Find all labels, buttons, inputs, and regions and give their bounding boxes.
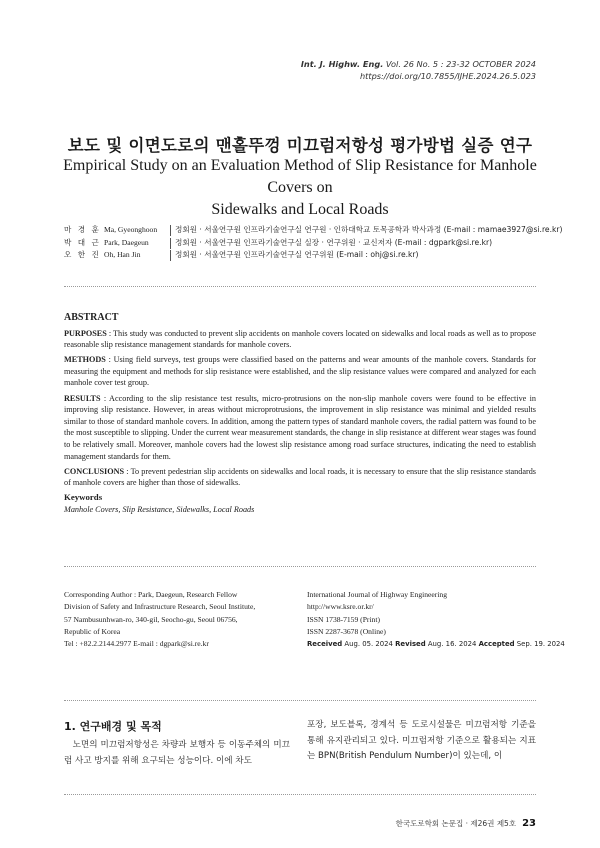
author-affiliation: 정회원 · 서울연구원 인프라기술연구실 실장 · 연구위원 · 교신저자 (E-mail : dgpark@si.re.kr)	[175, 237, 493, 247]
author-divider	[170, 225, 171, 236]
corr-line: Republic of Korea	[64, 626, 121, 636]
keywords-text: Manhole Covers, Slip Resistance, Sidewalks, Local Roads	[64, 504, 255, 514]
abstract-results	[64, 393, 536, 463]
author-divider	[170, 250, 171, 261]
separator-line	[64, 700, 536, 701]
article-dates	[307, 638, 565, 650]
author-row	[64, 237, 544, 250]
revised-label: Revised	[395, 640, 426, 649]
author-list	[64, 224, 563, 262]
results-label: RESULTS	[64, 393, 101, 403]
author-english-name: Park, Daegeun	[104, 237, 149, 247]
received-label: Received	[307, 640, 343, 649]
corr-line: Division of Safety and Infrastructure Research, Seoul Institute,	[64, 602, 256, 612]
conclusions-text: : To prevent pedestrian slip accidents on sidewalks and local roads, it is necessary to ensure that the slip resistance standards of manhole covers are higher than those of sidewalks.	[64, 466, 536, 488]
author-row	[64, 224, 563, 237]
author-divider	[170, 238, 171, 249]
journal-name: International Journal of Highway Engineering	[307, 590, 448, 599]
revised-date: Aug. 16. 2024	[425, 640, 479, 649]
purposes-label: PURPOSES	[64, 328, 107, 338]
author-affiliation: 정회원 · 서울연구원 인프라기술연구실 연구원 · 인하대학교 토목공학과 박사과정 (E-mail : mamae3927@si.re.kr)	[175, 225, 563, 234]
journal-header	[301, 58, 536, 82]
separator-line	[64, 566, 536, 567]
author-english-name: Ma, Gyeonghoon	[104, 225, 158, 234]
author-korean-name: 오 한 진	[64, 250, 101, 259]
author-affiliation: 정회원 · 서울연구원 인프라기술연구실 연구위원 (E-mail : ohj@si.re.kr)	[175, 250, 419, 259]
accepted-date: Sep. 19. 2024	[514, 640, 565, 649]
abstract-section	[64, 312, 536, 516]
issn-print: ISSN 1738-7159 (Print)	[307, 614, 380, 624]
abstract-methods	[64, 354, 536, 389]
author-korean-name: 박 대 근	[64, 237, 101, 247]
corr-contact: Tel : +82.2.2144.2977 E-mail : dgpark@si.re.kr	[64, 639, 209, 649]
section-title: 1. 연구배경 및 목적	[64, 720, 162, 733]
footer-journal: 한국도로학회 논문집 · 제26권 제5호	[395, 819, 517, 828]
results-text: : According to the slip resistance test results, micro-protrusions on the non-slip manhole covers were found to be effective in improving slip resistance. However, in areas without microprotrusions, the improvement in slip resistance was minimal and yielded results similar to those of standard manhole covers. In addition, among the pattern types of standard manhole covers, the radial pattern was found to be the most susceptible to slipping. Under the current wear measurement standards, the change in slip resistance at different wear stages was found to be relatively small. Moreover, manhole covers had the lowest slip resistance among road surface structures, indicating the need to establish management standards for them.	[64, 393, 536, 461]
body-paragraph: 포장, 보도블록, 경계석 등 도로시설물은 미끄럼저항 기준을 통해 유지관리되고 있다. 미끄럼저항 기준으로 활용되는 지표는 BPN(British Pendulum Number)이 있는데, 이	[307, 720, 536, 761]
purposes-text: : This study was conducted to prevent slip accidents on manhole covers located on sidewalks and local roads as well as to propose reasonable slip resistance management standards for manhole covers.	[64, 328, 536, 350]
english-title	[40, 155, 560, 221]
body-left-column	[64, 738, 290, 769]
methods-text: : Using field surveys, test groups were classified based on the patterns and wear amounts of the manhole covers. Standards for measuring the equipment and methods for slip resistance were established, and the slip resistance values were compared and analyzed for each manhole cover test group.	[64, 355, 536, 388]
author-korean-name: 마 경 훈	[64, 225, 101, 234]
body-right-column	[307, 718, 536, 765]
keywords-heading: Keywords	[64, 492, 103, 503]
separator-line	[64, 286, 536, 287]
abstract-conclusions	[64, 466, 536, 489]
conclusions-label: CONCLUSIONS	[64, 466, 125, 476]
page-number: 23	[522, 818, 536, 829]
accepted-label: Accepted	[478, 640, 515, 649]
corresponding-author	[64, 589, 284, 650]
corr-line: 57 Nambusunhwan-ro, 340-gil, Seocho-gu, Seoul 06756,	[64, 614, 238, 624]
received-date: Aug. 05. 2024	[342, 640, 396, 649]
journal-url[interactable]: http://www.ksre.or.kr/	[307, 602, 374, 612]
abstract-purposes	[64, 328, 536, 351]
corr-line: Corresponding Author : Park, Daegeun, Research Fellow	[64, 590, 238, 599]
footer-separator	[64, 794, 536, 795]
publication-info	[307, 589, 565, 650]
author-row	[64, 249, 544, 262]
volume-info: Vol. 26 No. 5 : 23-32 OCTOBER 2024	[383, 59, 536, 69]
page-footer	[396, 818, 536, 829]
doi-link[interactable]: https://doi.org/10.7855/IJHE.2024.26.5.023	[359, 71, 536, 81]
issn-online: ISSN 2287-3678 (Online)	[307, 626, 386, 636]
author-english-name: Oh, Han Jin	[104, 250, 141, 259]
abstract-heading: ABSTRACT	[64, 312, 119, 323]
english-title-line-2: Sidewalks and Local Roads	[211, 201, 389, 218]
methods-label: METHODS	[64, 355, 106, 365]
body-paragraph: 노면의 미끄럼저항성은 차량과 보행자 등 이동주체의 미끄럼 사고 방지를 위해 요구되는 성능이다. 이에 차도	[64, 740, 290, 766]
english-title-line-1: Empirical Study on an Evaluation Method of Slip Resistance for Manhole Covers on	[63, 157, 537, 196]
korean-title: 보도 및 이면도로의 맨홀뚜껑 미끄럼저항성 평가방법 실증 연구	[67, 136, 533, 155]
journal-abbreviation: Int. J. Highw. Eng.	[300, 59, 384, 69]
